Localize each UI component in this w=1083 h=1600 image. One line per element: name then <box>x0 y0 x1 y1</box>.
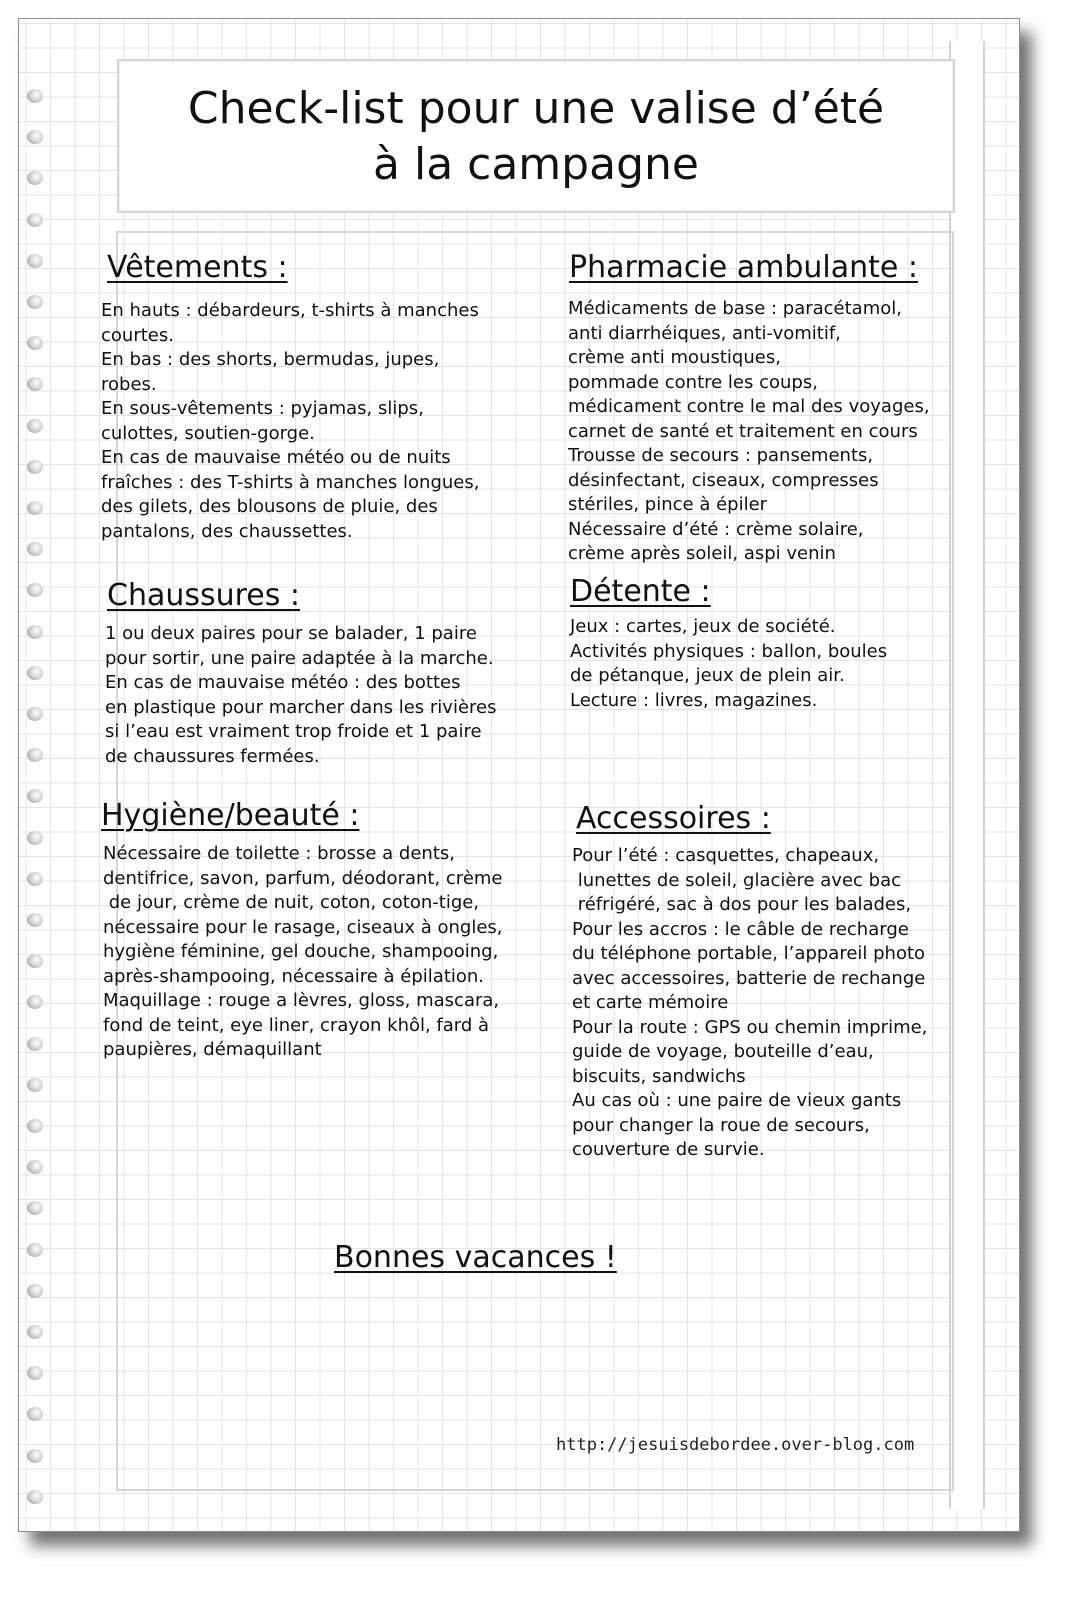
section-pharmacie-text <box>568 297 930 567</box>
binder-holes <box>19 89 59 1529</box>
binder-hole-icon <box>27 1325 43 1339</box>
section-chaussures-text <box>105 622 497 769</box>
binder-hole-icon <box>27 419 43 433</box>
text-line: En bas : des shorts, bermudas, jupes, <box>101 349 440 370</box>
section-hygiene-text <box>103 842 503 1063</box>
binder-hole-icon <box>27 789 43 803</box>
text-line: de chaussures fermées. <box>105 745 320 767</box>
text-line: culottes, soutien-gorge. <box>101 422 315 444</box>
binder-hole-icon <box>27 913 43 927</box>
text-line: stériles, pince à épiler <box>568 494 768 515</box>
text-line: désinfectant, ciseaux, compresses <box>568 469 879 491</box>
binder-hole-icon <box>27 666 43 680</box>
text-line: et carte mémoire <box>572 992 729 1013</box>
text-line: de jour, crème de nuit, coton, coton-tige, <box>103 892 480 913</box>
binder-hole-icon <box>27 377 43 391</box>
text-line: fond de teint, eye liner, crayon khôl, fard à <box>103 1014 490 1036</box>
page-title-line-1: Check-list pour une valise d’été <box>187 83 885 134</box>
text-line: robes. <box>101 373 157 395</box>
text-line: si l’eau est vraiment trop froide et 1 paire <box>105 721 482 742</box>
binder-hole-icon <box>27 1119 43 1133</box>
binder-hole-icon <box>27 501 43 515</box>
text-line: de pétanque, jeux de plein air. <box>570 665 845 686</box>
text-line: carnet de santé et traitement en cours <box>568 420 918 442</box>
text-line: Pour les accros : le câble de recharge <box>572 918 909 940</box>
text-line: crème anti moustiques, <box>568 347 781 368</box>
text-line: fraîches : des T-shirts à manches longues, <box>101 471 480 493</box>
text-line: lunettes de soleil, glacière avec bac <box>572 869 901 891</box>
heading-pharmacie: Pharmacie ambulante : <box>569 250 918 285</box>
text-line: couverture de survie. <box>572 1139 765 1160</box>
text-line: avec accessoires, batterie de rechange <box>572 967 926 989</box>
closing-message: Bonnes vacances ! <box>334 1240 617 1275</box>
binder-hole-icon <box>27 460 43 474</box>
binder-hole-icon <box>27 995 43 1009</box>
text-line: du téléphone portable, l’appareil photo <box>572 943 926 964</box>
text-line: pour sortir, une paire adaptée à la marche. <box>105 647 494 669</box>
binder-hole-icon <box>27 295 43 309</box>
binder-hole-icon <box>27 872 43 886</box>
text-line: pommade contre les coups, <box>568 371 818 393</box>
footer-url: http://jesuisdebordee.over-blog.com <box>556 1435 915 1455</box>
text-line: en plastique pour marcher dans les rivières <box>105 696 497 718</box>
text-line: réfrigéré, sac à dos pour les balades, <box>572 894 912 915</box>
text-line: 1 ou deux paires pour se balader, 1 paire <box>105 623 477 644</box>
notebook-page <box>18 18 1020 1532</box>
text-line: Pour la route : GPS ou chemin imprime, <box>572 1016 928 1038</box>
section-accessoires-text <box>572 844 927 1163</box>
binder-hole-icon <box>27 748 43 762</box>
text-line: Pour l’été : casquettes, chapeaux, <box>572 845 880 866</box>
binder-hole-icon <box>27 1284 43 1298</box>
binder-hole-icon <box>27 1078 43 1092</box>
text-line: Au cas où : une paire de vieux gants <box>572 1090 902 1111</box>
page-title-line-2: à la campagne <box>373 139 699 190</box>
text-line: En cas de mauvaise météo : des bottes <box>105 672 461 693</box>
binder-hole-icon <box>27 171 43 185</box>
binder-hole-icon <box>27 625 43 639</box>
text-line: En sous-vêtements : pyjamas, slips, <box>101 398 424 419</box>
text-line: des gilets, des blousons de pluie, des <box>101 496 438 517</box>
text-line: anti diarrhéiques, anti-vomitif, <box>568 322 841 344</box>
binder-hole-icon <box>27 1160 43 1174</box>
text-line: En hauts : débardeurs, t-shirts à manches <box>101 300 479 321</box>
text-line: pour changer la roue de secours, <box>572 1114 870 1136</box>
text-line: Nécessaire de toilette : brosse a dents, <box>103 843 455 864</box>
binder-hole-icon <box>27 254 43 268</box>
binder-hole-icon <box>27 1037 43 1051</box>
text-line: après-shampooing, nécessaire à épilation. <box>103 965 485 987</box>
text-line: En cas de mauvaise météo ou de nuits <box>101 447 451 468</box>
text-line: hygiène féminine, gel douche, shampooing, <box>103 941 499 962</box>
text-line: nécessaire pour le rasage, ciseaux à ongles, <box>103 916 503 938</box>
binder-hole-icon <box>27 213 43 227</box>
binder-hole-icon <box>27 1407 43 1421</box>
text-line: crème après soleil, aspi venin <box>568 543 836 564</box>
binder-hole-icon <box>27 1490 43 1504</box>
text-line: dentifrice, savon, parfum, déodorant, crème <box>103 867 503 889</box>
text-line: Nécessaire d’été : crème solaire, <box>568 518 864 540</box>
heading-chaussures: Chaussures : <box>107 578 301 613</box>
text-line: Maquillage : rouge a lèvres, gloss, mascara, <box>103 990 500 1011</box>
binder-hole-icon <box>27 1449 43 1463</box>
heading-vetements: Vêtements : <box>107 250 288 285</box>
binder-hole-icon <box>27 130 43 144</box>
text-line: biscuits, sandwichs <box>572 1065 746 1087</box>
title-box <box>117 59 955 213</box>
binder-hole-icon <box>27 542 43 556</box>
text-line: Lecture : livres, magazines. <box>570 689 818 711</box>
binder-hole-icon <box>27 1243 43 1257</box>
section-detente-text <box>570 615 887 713</box>
text-line: Jeux : cartes, jeux de société. <box>570 616 836 637</box>
heading-detente: Détente : <box>570 574 711 609</box>
binder-hole-icon <box>27 89 43 103</box>
text-line: Médicaments de base : paracétamol, <box>568 298 902 319</box>
heading-hygiene: Hygiène/beauté : <box>101 798 360 833</box>
binder-hole-icon <box>27 336 43 350</box>
binder-hole-icon <box>27 831 43 845</box>
text-line: Trousse de secours : pansements, <box>568 445 874 466</box>
page-margin-band <box>949 41 985 1509</box>
binder-hole-icon <box>27 583 43 597</box>
heading-accessoires: Accessoires : <box>576 801 771 836</box>
binder-hole-icon <box>27 707 43 721</box>
text-line: guide de voyage, bouteille d’eau, <box>572 1041 874 1062</box>
binder-hole-icon <box>27 1366 43 1380</box>
text-line: pantalons, des chaussettes. <box>101 520 353 542</box>
binder-hole-icon <box>27 954 43 968</box>
text-line: Activités physiques : ballon, boules <box>570 640 888 662</box>
text-line: courtes. <box>101 324 174 346</box>
binder-hole-icon <box>27 1201 43 1215</box>
text-line: paupières, démaquillant <box>103 1039 322 1060</box>
section-vetements-text <box>101 299 479 544</box>
text-line: médicament contre le mal des voyages, <box>568 396 930 417</box>
